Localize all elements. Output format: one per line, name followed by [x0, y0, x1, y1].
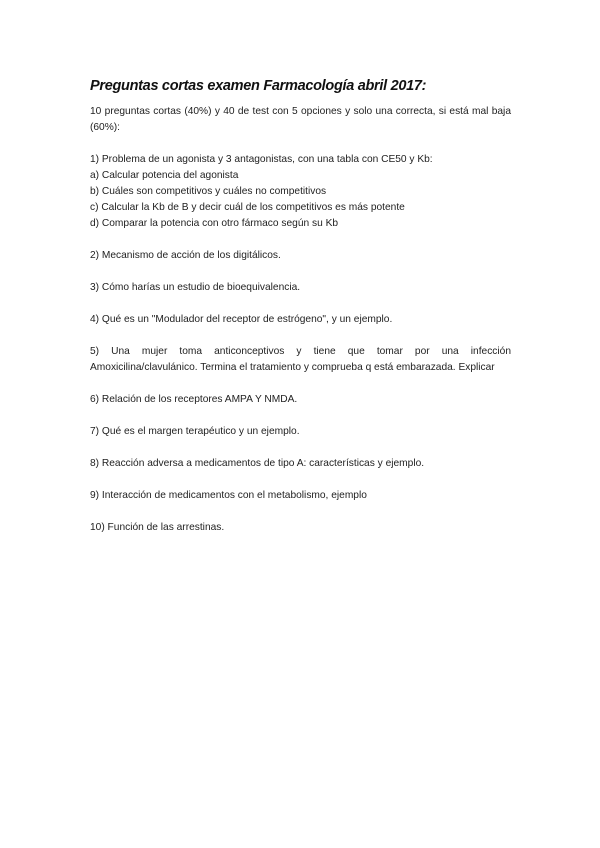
question-2: 2) Mecanismo de acción de los digitálicos. — [90, 250, 281, 261]
question-7: 7) Qué es el margen terapéutico y un ejemplo. — [90, 426, 300, 437]
question-6: 6) Relación de los receptores AMPA Y NMDA. — [90, 394, 298, 405]
spacer — [90, 440, 511, 456]
spacer — [90, 504, 511, 520]
question-5: 5) Una mujer toma anticonceptivos y tiene que tomar por una infección Amoxicilina/clavulánico. Termina el tratamiento y comprueba q está embarazada. Explicar — [90, 346, 511, 373]
document-title: Preguntas cortas examen Farmacología abril 2017: — [90, 78, 427, 94]
question-1 — [90, 152, 511, 232]
document-body — [90, 78, 511, 536]
question-1-option-d: d) Comparar la potencia con otro fármaco según su Kb — [90, 218, 339, 229]
question-1-option-a: a) Calcular potencia del agonista — [90, 170, 239, 181]
spacer — [90, 232, 511, 248]
question-4: 4) Qué es un "Modulador del receptor de estrógeno", y un ejemplo. — [90, 314, 393, 325]
question-1-text: 1) Problema de un agonista y 3 antagonistas, con una tabla con CE50 y Kb: — [90, 154, 433, 165]
question-8: 8) Reacción adversa a medicamentos de tipo A: características y ejemplo. — [90, 458, 425, 469]
spacer — [90, 472, 511, 488]
intro-paragraph: 10 preguntas cortas (40%) y 40 de test con 5 opciones y solo una correcta, si está mal baja (60%): — [90, 106, 511, 133]
question-3: 3) Cómo harías un estudio de bioequivalencia. — [90, 282, 301, 293]
question-9: 9) Interacción de medicamentos con el metabolismo, ejemplo — [90, 490, 367, 501]
spacer — [90, 296, 511, 312]
question-1-option-c: c) Calcular la Kb de B y decir cuál de los competitivos es más potente — [90, 202, 405, 213]
spacer — [90, 376, 511, 392]
spacer — [90, 136, 511, 152]
spacer — [90, 264, 511, 280]
spacer — [90, 328, 511, 344]
question-1-option-b: b) Cuáles son competitivos y cuáles no competitivos — [90, 186, 327, 197]
question-10: 10) Función de las arrestinas. — [90, 522, 225, 533]
spacer — [90, 408, 511, 424]
